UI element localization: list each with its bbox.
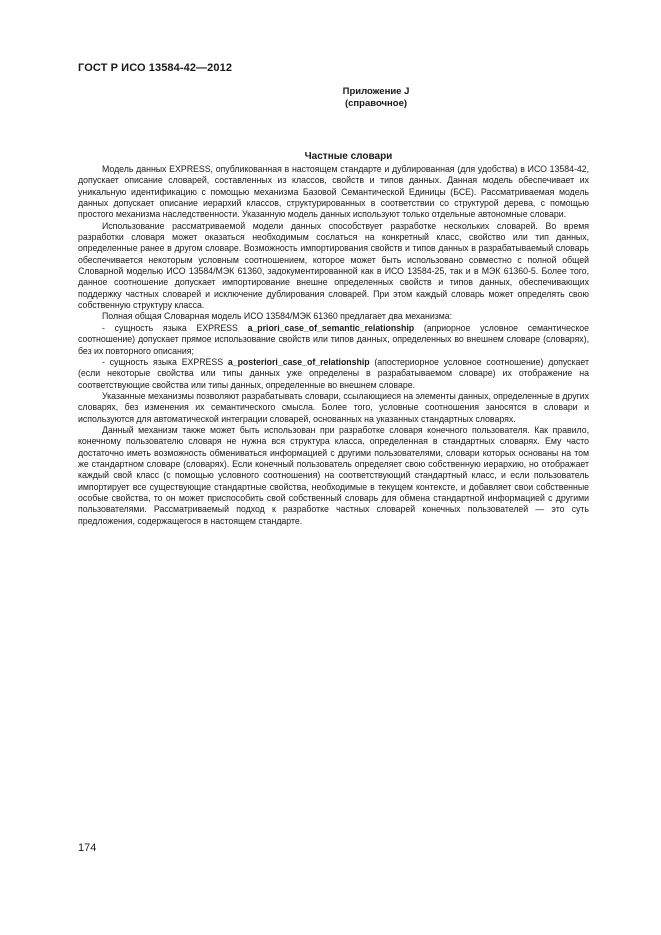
standard-header: ГОСТ Р ИСО 13584-42—2012 xyxy=(78,62,233,74)
list-item-2-text: (апостериорное условное соотношение) допускает (если некоторые свойства или типы данных уже определены в разрабатываемом словаре) их отображение на соответствующие свойства или типы данных, определенные во внешнем словаре. xyxy=(78,356,589,390)
list-item-1 xyxy=(78,323,589,357)
page-number: 174 xyxy=(78,842,97,854)
paragraph-4: Указанные механизмы позволяют разрабатывать словари, ссылающиеся на элементы данных, определенные в других словарях, без изменения их семантического смысла. Более того, условные соотношения заносятся в словари и используются для автоматической интеграции словарей, основанных на указанных стандартных словарях. xyxy=(78,390,589,424)
list-item-2-term: a_posteriori_case_of_relationship xyxy=(227,356,370,367)
paragraph-2: Использование рассматриваемой модели данных способствует разработке нескольких словарей. Во время разработки словаря может оказаться необходимым сослаться на конкретный класс, свойство или тип данных, определенные ранее в другом словаре. Возможность импортирования свойств и типов данных в разрабатываемый словарь обеспечивается некоторым условным соотношением, которое может быть использовано совместно с полной общей Словарной моделью ИСО 13584/МЭК 61360, задокументированной как в ИСО 13584-25, так и в МЭК 61360-5. Более того, данное соотношение допускает импортирование внешне определенных свойств и типов данных, обеспечивающих поддержку частных словарей и исключение дублирования словарей. При этом каждый словарь может определять свою собственную структуру класса. xyxy=(78,220,589,311)
list-item-2-lead: - сущность языка EXPRESS xyxy=(102,356,228,367)
body-text xyxy=(78,164,589,527)
paragraph-1: Модель данных EXPRESS, опубликованная в настоящем стандарте и дублированная (для удобства) в ИСО 13584-42, допускает описание словарей, составленных из классов, свойств и типов данных. Данная модель обеспечивает их уникальную идентификацию с помощью механизма Базовой Семантической Единицы (БСЕ). Рассматриваемая модель данных допускает описание иерархий классов, структурированных в соответствии со структурой дерева, с помощью простого механизма наследственности. Указанную модель данных используют только отдельные автономные словари. xyxy=(78,164,589,220)
annex-title: Приложение J xyxy=(342,86,410,97)
list-item-1-text: (априорное условное семантическое соотношение) допускает прямое использование свойств или типов данных, определенных во внешнем словаре (словарях), без их повторного описания; xyxy=(78,322,589,356)
annex-heading xyxy=(260,86,492,109)
paragraph-3: Полная общая Словарная модель ИСО 13584/МЭК 61360 предлагает два механизма: xyxy=(102,311,453,322)
paragraph-5: Данный механизм также может быть использован при разработке словаря конечного пользователя. Как правило, конечному пользователю словаря не нужна вся структура класса, определенная в стандартных словарях. Ему часто достаточно иметь возможность обмениваться информацией с другими пользователями, словари которых основаны на том же стандартном словаре (словарях). Если конечный пользователь определяет свою собственную иерархию, но отображает каждый свой класс (с помощью условного соотношения) на соответствующий стандартный класс, и если пользователь импортирует все существующие стандартные свойства, необходимые в текущем контексте, и добавляет свои собственные особые свойства, то он может приспособить свой собственный словарь для обмена стандартной информацией с другими пользователями. Рассматриваемый подход к разработке частных словарей конечных пользователей — это суть предложения, содержащегося в настоящем стандарте. xyxy=(78,424,589,526)
section-title: Частные словари xyxy=(304,151,393,162)
annex-type: (справочное) xyxy=(344,97,408,109)
list-item-1-term: a_priori_case_of_semantic_relationship xyxy=(247,322,415,333)
list-item-2 xyxy=(78,357,589,391)
list-item-1-lead: - сущность языка EXPRESS xyxy=(102,322,248,333)
